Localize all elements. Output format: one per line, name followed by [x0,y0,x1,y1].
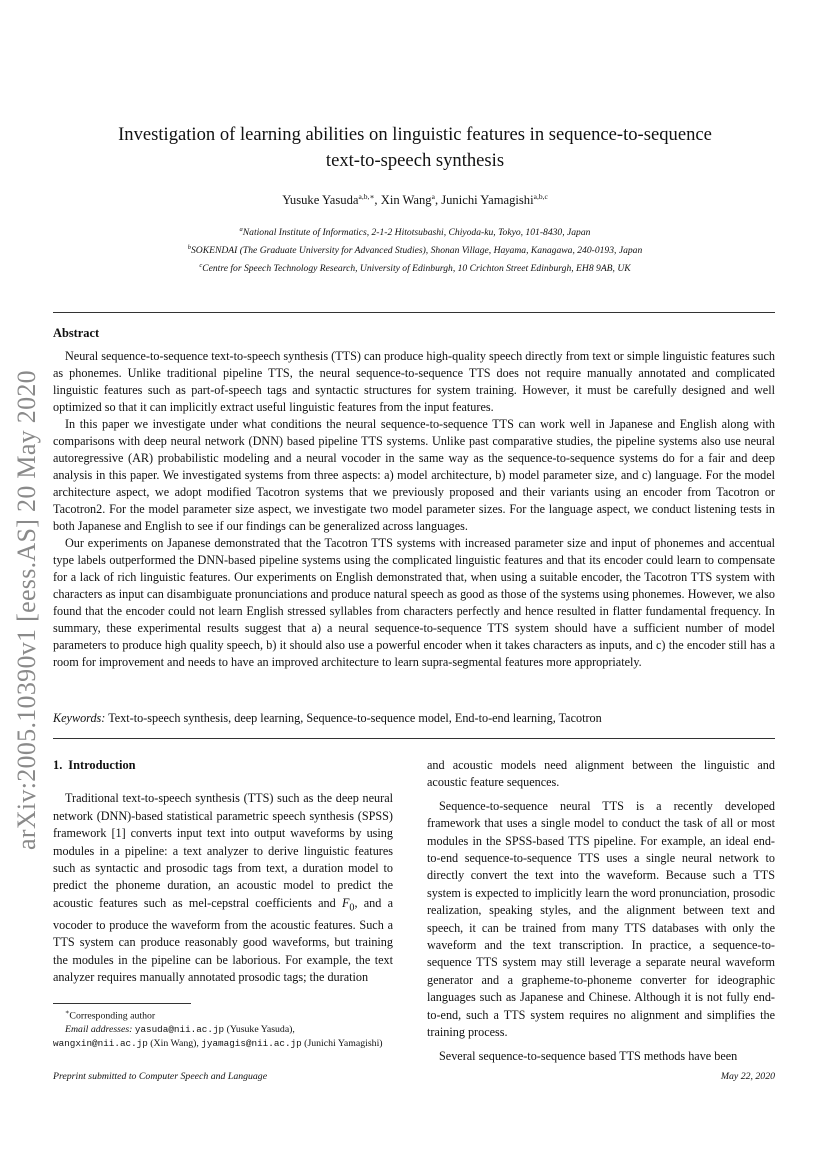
keywords-text: Text-to-speech synthesis, deep learning, Sequence-to-sequence model, End-to-end learning, Tacotron [108,711,602,725]
footnote-mark: ∗ [65,1009,70,1016]
title-line-1: Investigation of learning abilities on linguistic features in sequence-to-sequence [118,124,712,145]
intro-paragraph: and acoustic models need alignment between the linguistic and acoustic feature sequences. [427,758,775,790]
corresponding-author-label: Corresponding author [69,1010,156,1022]
section-title: Introduction [68,758,136,772]
abstract-bottom-rule [53,738,775,739]
abstract-heading: Abstract [53,326,100,340]
section-number: 1. [53,758,63,772]
email-owner: (Xin Wang), [147,1038,202,1050]
affiliation-mark: c [199,262,203,270]
abstract-body [53,348,775,671]
affiliation-text: SOKENDAI (The Graduate University for Advanced Studies), Shonan Village, Hayama, Kanagawa, 240-0193, Japan [190,245,643,257]
email-label: Email addresses: [65,1024,133,1036]
email-link[interactable]: jyamagis@nii.ac.jp [201,1038,302,1050]
author-separator: , [434,193,442,208]
intro-text-part: Traditional text-to-speech synthesis (TTS) such as the deep neural network (DNN)-based statistical parametric speech synthesis (SPSS) framework [1] converts input text into output waveforms by using modules in a pipeline: a text analyzer to derive linguistic features such as syntactic and prosodic tags from text, a duration model to predict the phoneme duration, an acoustic model to predict the acoustic features such as mel-cepstral coefficients and [53,791,393,910]
keywords-label: Keywords: [53,711,106,725]
arxiv-identifier-text: arXiv:2005.10390v1 [eess.AS] 20 May 2020 [12,370,41,850]
author-list [60,192,770,208]
abstract-paragraph: Our experiments on Japanese demonstrated that the Tacotron TTS systems with increased parameter size and input of phonemes and accentual type labels outperformed the DNN-based pipeline systems using the complicated linguistic features and that its encoder could learn to compensate for a lack of rich linguistic features. Our experiments on English demonstrated that, when using a suitable encoder, the Tacotron TTS system with characters as input can disambiguate pronunciations and produce natural speech as good as those of the systems using phonemes. However, we also found that the encoder could not learn English stressed syllables from characters perfectly and hence resulted in flatter fundamental frequency. In summary, these experimental results suggest that a) a neural sequence-to-sequence TTS system should have a sufficient number of model parameters to produce high quality speech, b) it should also use a powerful encoder when it takes characters as inputs, and c) the encoder still has a room for improvement and needs to have an improved architecture to learn supra-segmental features more appropriately. [53,536,775,669]
affiliation-item [60,258,770,276]
affiliation-mark: b [187,244,191,252]
author-separator: , [374,193,381,208]
email-addresses [53,1023,393,1037]
corresponding-author-note [53,1006,393,1023]
paper-title [60,122,770,174]
intro-paragraph: Several sequence-to-sequence based TTS methods have been [439,1048,738,1063]
email-owner: (Junichi Yamagishi) [301,1038,383,1050]
email-addresses-cont [53,1037,393,1051]
f0-subscript: 0 [349,902,355,914]
author-affil-mark: a,b,c [533,192,548,201]
arxiv-identifier-stamp [2,350,52,870]
email-link[interactable]: yasuda@nii.ac.jp [134,1024,225,1036]
footer-date: May 22, 2020 [720,1071,775,1082]
footnote-rule [53,1003,191,1004]
author-affil-mark: a,b,∗ [358,192,375,201]
right-column [427,757,775,1071]
author-name: Yusuke Yasuda [282,193,359,208]
intro-paragraph [53,790,393,986]
affiliation-mark: a [239,226,243,233]
keywords-line [53,711,775,726]
f0-symbol: F [341,895,350,910]
intro-text-part: , and a vocoder to produce the waveform from the acoustic features. Such a TTS system can produce reasonably good waveforms, but training the modules in the pipeline can be laborious. For example, the text analyzer requires manually annotated prosodic tags; the duration [53,895,393,984]
author-name: Junichi Yamagishi [441,193,534,208]
author-name: Xin Wang [380,193,432,208]
abstract-paragraph: Neural sequence-to-sequence text-to-speech synthesis (TTS) can produce high-quality speech directly from text or simple linguistic features such as phonemes. Unlike traditional pipeline TTS, the neural sequence-to-sequence TTS does not require manually annotated and complicated linguistic features such as part-of-speech tags and syntactic structures for system training. However, it must be carefully designed and well optimized so that it can implicitly extract useful linguistic features from the input features. [53,349,775,414]
footer-preprint-note: Preprint submitted to Computer Speech and Language [53,1071,268,1082]
affiliation-text: National Institute of Informatics, 2-1-2 Hitotsubashi, Chiyoda-ku, Tokyo, 101-8430, Japan [242,227,591,239]
author-affil-mark: a [431,192,435,201]
affiliation-item [60,222,770,240]
left-column [53,757,393,992]
abstract-paragraph: In this paper we investigate under what conditions the neural sequence-to-sequence TTS can work well in Japanese and English along with comparisons with deep neural network (DNN) based pipeline TTS systems. Unlike past comparative studies, the pipeline systems also use neural autoregressive (AR) probabilistic modeling and a neural vocoder in the same way as the sequence-to-sequence systems do for a fair and deep analysis in this paper. We investigated systems from three aspects: a) model architecture, b) model parameter size, and c) language. For the model architecture aspect, we adopt modified Tacotron systems that we previously proposed and their variants using an encoder from Tacotron or Tacotron2. For the model parameter size aspect, we investigate two model parameter sizes. For the language aspect, we conduct listening tests in both Japanese and English to see if our findings can be generalized across languages. [53,417,775,533]
affiliation-item [60,240,770,258]
abstract-top-rule [53,312,775,313]
email-link[interactable]: wangxin@nii.ac.jp [53,1038,148,1050]
intro-paragraph: Sequence-to-sequence neural TTS is a recently developed framework that uses a single model to conduct the task of all or most modules in the SPSS-based TTS pipeline. For example, an ideal end-to-end sequence-to-sequence TTS uses a single neural network to directly convert the text into the waveform. Because such a TTS system is expected to implicitly learn the word pronunciation, prosodic realization, speaking styles, and the alignment between text and speech, it can be trained from many TTS databases with only the waveform and the text transcription. In practice, a sequence-to-sequence TTS system may still leverage a separate neural waveform generator and a grapheme-to-phoneme converter for ideographic languages such as Japanese and Chinese. Although it is not fully end-to-end, such a TTS system requires no alignment and simplifies the training process. [427,798,775,1040]
title-line-2: text-to-speech synthesis [325,150,505,171]
section-heading [53,757,393,774]
affiliation-list [60,222,770,277]
footnote [53,1006,393,1051]
affiliation-text: Centre for Speech Technology Research, University of Edinburgh, 10 Crichton Street Edinburgh, EH8 9AB, UK [202,263,631,275]
email-owner: (Yusuke Yasuda), [224,1024,295,1036]
